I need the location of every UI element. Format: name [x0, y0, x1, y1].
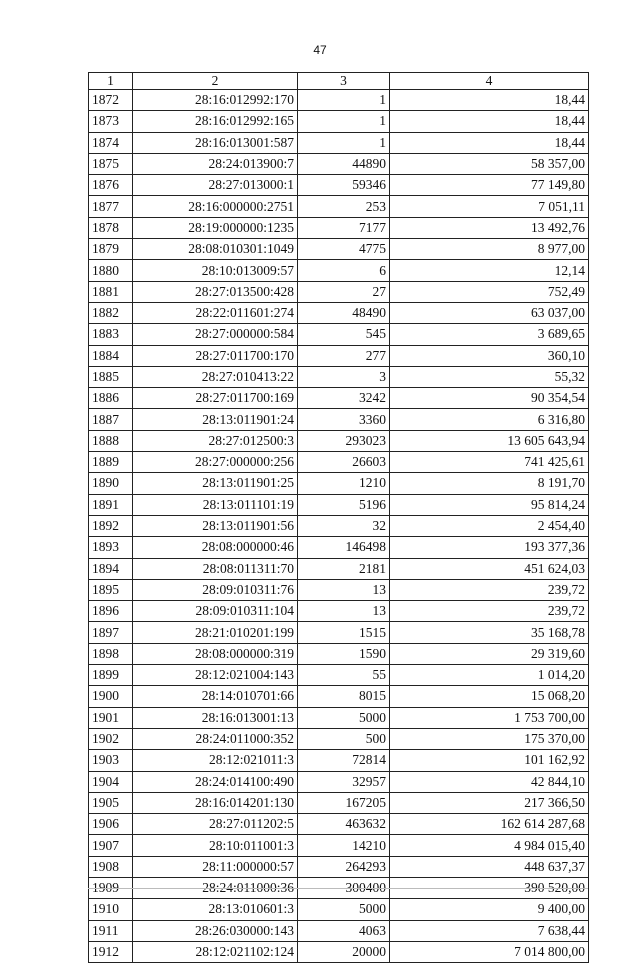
- value-cell: 8 191,70: [390, 473, 589, 494]
- quantity-cell: 300400: [298, 877, 390, 898]
- cadastral-number-cell: 28:27:000000:584: [133, 324, 298, 345]
- quantity-cell: 1590: [298, 643, 390, 664]
- cadastral-number-cell: 28:08:000000:319: [133, 643, 298, 664]
- row-number-cell: 1881: [89, 281, 133, 302]
- table-row: [89, 366, 589, 387]
- table-row: [89, 452, 589, 473]
- quantity-cell: 32: [298, 515, 390, 536]
- quantity-cell: 1: [298, 111, 390, 132]
- value-cell: 1 014,20: [390, 665, 589, 686]
- quantity-cell: 14210: [298, 835, 390, 856]
- cadastral-number-cell: 28:14:010701:66: [133, 686, 298, 707]
- row-number-cell: 1890: [89, 473, 133, 494]
- value-cell: 1 753 700,00: [390, 707, 589, 728]
- table-row: [89, 643, 589, 664]
- value-cell: 42 844,10: [390, 771, 589, 792]
- table-row: [89, 473, 589, 494]
- table-row: [89, 345, 589, 366]
- quantity-cell: 5000: [298, 899, 390, 920]
- cadastral-number-cell: 28:12:021102:124: [133, 941, 298, 962]
- cadastral-number-cell: 28:27:013500:428: [133, 281, 298, 302]
- table-row: [89, 132, 589, 153]
- row-number-cell: 1876: [89, 175, 133, 196]
- bottom-rule: [88, 888, 588, 889]
- value-cell: 239,72: [390, 579, 589, 600]
- quantity-cell: 72814: [298, 750, 390, 771]
- value-cell: 360,10: [390, 345, 589, 366]
- cadastral-number-cell: 28:24:011000:36: [133, 877, 298, 898]
- table-row: [89, 728, 589, 749]
- row-number-cell: 1892: [89, 515, 133, 536]
- table-row: [89, 579, 589, 600]
- row-number-cell: 1891: [89, 494, 133, 515]
- quantity-cell: 1: [298, 90, 390, 111]
- cadastral-number-cell: 28:13:010601:3: [133, 899, 298, 920]
- value-cell: 7 051,11: [390, 196, 589, 217]
- cadastral-number-cell: 28:12:021011:3: [133, 750, 298, 771]
- table-row: [89, 260, 589, 281]
- value-cell: 175 370,00: [390, 728, 589, 749]
- row-number-cell: 1906: [89, 814, 133, 835]
- value-cell: 13 605 643,94: [390, 430, 589, 451]
- row-number-cell: 1873: [89, 111, 133, 132]
- cadastral-number-cell: 28:22:011601:274: [133, 302, 298, 323]
- cadastral-number-cell: 28:10:011001:3: [133, 835, 298, 856]
- row-number-cell: 1910: [89, 899, 133, 920]
- row-number-cell: 1902: [89, 728, 133, 749]
- quantity-cell: 13: [298, 579, 390, 600]
- quantity-cell: 277: [298, 345, 390, 366]
- value-cell: 29 319,60: [390, 643, 589, 664]
- table-row: [89, 665, 589, 686]
- quantity-cell: 27: [298, 281, 390, 302]
- table-row: [89, 835, 589, 856]
- value-cell: 101 162,92: [390, 750, 589, 771]
- value-cell: 3 689,65: [390, 324, 589, 345]
- table-row: [89, 941, 589, 962]
- value-cell: 7 014 800,00: [390, 941, 589, 962]
- table-row: [89, 707, 589, 728]
- cadastral-number-cell: 28:16:014201:130: [133, 792, 298, 813]
- row-number-cell: 1888: [89, 430, 133, 451]
- value-cell: 18,44: [390, 132, 589, 153]
- value-cell: 15 068,20: [390, 686, 589, 707]
- table-row: [89, 430, 589, 451]
- value-cell: 6 316,80: [390, 409, 589, 430]
- quantity-cell: 48490: [298, 302, 390, 323]
- quantity-cell: 253: [298, 196, 390, 217]
- row-number-cell: 1911: [89, 920, 133, 941]
- table-row: [89, 239, 589, 260]
- quantity-cell: 545: [298, 324, 390, 345]
- quantity-cell: 463632: [298, 814, 390, 835]
- value-cell: 448 637,37: [390, 856, 589, 877]
- quantity-cell: 264293: [298, 856, 390, 877]
- quantity-cell: 3360: [298, 409, 390, 430]
- cadastral-number-cell: 28:08:010301:1049: [133, 239, 298, 260]
- row-number-cell: 1899: [89, 665, 133, 686]
- quantity-cell: 3242: [298, 388, 390, 409]
- value-cell: 12,14: [390, 260, 589, 281]
- value-cell: 58 357,00: [390, 153, 589, 174]
- table-row: [89, 515, 589, 536]
- quantity-cell: 6: [298, 260, 390, 281]
- quantity-cell: 293023: [298, 430, 390, 451]
- table-row: [89, 90, 589, 111]
- quantity-cell: 5196: [298, 494, 390, 515]
- row-number-cell: 1877: [89, 196, 133, 217]
- table-row: [89, 686, 589, 707]
- cadastral-number-cell: 28:09:010311:104: [133, 601, 298, 622]
- table-row: [89, 899, 589, 920]
- quantity-cell: 8015: [298, 686, 390, 707]
- quantity-cell: 44890: [298, 153, 390, 174]
- cadastral-number-cell: 28:27:013000:1: [133, 175, 298, 196]
- cadastral-number-cell: 28:13:011901:24: [133, 409, 298, 430]
- row-number-cell: 1894: [89, 558, 133, 579]
- cadastral-number-cell: 28:16:012992:165: [133, 111, 298, 132]
- row-number-cell: 1912: [89, 941, 133, 962]
- value-cell: 55,32: [390, 366, 589, 387]
- value-cell: 8 977,00: [390, 239, 589, 260]
- table-row: [89, 558, 589, 579]
- cadastral-number-cell: 28:16:013001:13: [133, 707, 298, 728]
- table-row: [89, 324, 589, 345]
- cadastral-number-cell: 28:13:011101:19: [133, 494, 298, 515]
- quantity-cell: 4063: [298, 920, 390, 941]
- quantity-cell: 55: [298, 665, 390, 686]
- table-row: [89, 750, 589, 771]
- row-number-cell: 1905: [89, 792, 133, 813]
- value-cell: 4 984 015,40: [390, 835, 589, 856]
- cadastral-number-cell: 28:13:011901:56: [133, 515, 298, 536]
- table-row: [89, 302, 589, 323]
- cadastral-number-cell: 28:24:014100:490: [133, 771, 298, 792]
- registry-table: [88, 72, 589, 963]
- row-number-cell: 1886: [89, 388, 133, 409]
- row-number-cell: 1909: [89, 877, 133, 898]
- table-body: [89, 90, 589, 963]
- value-cell: 95 814,24: [390, 494, 589, 515]
- cadastral-number-cell: 28:09:010311:76: [133, 579, 298, 600]
- cadastral-number-cell: 28:27:011700:170: [133, 345, 298, 366]
- cadastral-number-cell: 28:16:000000:2751: [133, 196, 298, 217]
- value-cell: 162 614 287,68: [390, 814, 589, 835]
- table-row: [89, 814, 589, 835]
- row-number-cell: 1880: [89, 260, 133, 281]
- row-number-cell: 1901: [89, 707, 133, 728]
- value-cell: 13 492,76: [390, 217, 589, 238]
- value-cell: 2 454,40: [390, 515, 589, 536]
- row-number-cell: 1878: [89, 217, 133, 238]
- cadastral-number-cell: 28:24:013900:7: [133, 153, 298, 174]
- cadastral-number-cell: 28:24:011000:352: [133, 728, 298, 749]
- row-number-cell: 1879: [89, 239, 133, 260]
- quantity-cell: 4775: [298, 239, 390, 260]
- cadastral-number-cell: 28:13:011901:25: [133, 473, 298, 494]
- row-number-cell: 1874: [89, 132, 133, 153]
- quantity-cell: 167205: [298, 792, 390, 813]
- quantity-cell: 146498: [298, 537, 390, 558]
- row-number-cell: 1885: [89, 366, 133, 387]
- row-number-cell: 1872: [89, 90, 133, 111]
- table-row: [89, 388, 589, 409]
- row-number-cell: 1897: [89, 622, 133, 643]
- value-cell: 741 425,61: [390, 452, 589, 473]
- cadastral-number-cell: 28:12:021004:143: [133, 665, 298, 686]
- table-row: [89, 856, 589, 877]
- row-number-cell: 1900: [89, 686, 133, 707]
- page-number: 47: [313, 43, 327, 57]
- quantity-cell: 59346: [298, 175, 390, 196]
- value-cell: 63 037,00: [390, 302, 589, 323]
- value-cell: 193 377,36: [390, 537, 589, 558]
- table-row: [89, 920, 589, 941]
- row-number-cell: 1895: [89, 579, 133, 600]
- row-number-cell: 1908: [89, 856, 133, 877]
- row-number-cell: 1884: [89, 345, 133, 366]
- table-row: [89, 153, 589, 174]
- header-row: [89, 73, 589, 90]
- row-number-cell: 1904: [89, 771, 133, 792]
- column-header-quantity: 3: [298, 73, 390, 90]
- row-number-cell: 1907: [89, 835, 133, 856]
- cadastral-number-cell: 28:11:000000:57: [133, 856, 298, 877]
- quantity-cell: 500: [298, 728, 390, 749]
- quantity-cell: 2181: [298, 558, 390, 579]
- value-cell: 77 149,80: [390, 175, 589, 196]
- row-number-cell: 1893: [89, 537, 133, 558]
- value-cell: 752,49: [390, 281, 589, 302]
- cadastral-number-cell: 28:27:010413:22: [133, 366, 298, 387]
- row-number-cell: 1875: [89, 153, 133, 174]
- value-cell: 239,72: [390, 601, 589, 622]
- value-cell: 7 638,44: [390, 920, 589, 941]
- table-row: [89, 537, 589, 558]
- table-row: [89, 494, 589, 515]
- row-number-cell: 1883: [89, 324, 133, 345]
- cadastral-number-cell: 28:19:000000:1235: [133, 217, 298, 238]
- quantity-cell: 7177: [298, 217, 390, 238]
- row-number-cell: 1882: [89, 302, 133, 323]
- quantity-cell: 13: [298, 601, 390, 622]
- column-header-number: 1: [89, 73, 133, 90]
- row-number-cell: 1896: [89, 601, 133, 622]
- table-row: [89, 601, 589, 622]
- table-row: [89, 771, 589, 792]
- value-cell: 18,44: [390, 111, 589, 132]
- value-cell: 390 520,00: [390, 877, 589, 898]
- quantity-cell: 3: [298, 366, 390, 387]
- table-row: [89, 217, 589, 238]
- quantity-cell: 1: [298, 132, 390, 153]
- quantity-cell: 20000: [298, 941, 390, 962]
- table-row: [89, 622, 589, 643]
- value-cell: 217 366,50: [390, 792, 589, 813]
- value-cell: 90 354,54: [390, 388, 589, 409]
- row-number-cell: 1903: [89, 750, 133, 771]
- table-row: [89, 409, 589, 430]
- cadastral-number-cell: 28:27:011202:5: [133, 814, 298, 835]
- cadastral-number-cell: 28:26:030000:143: [133, 920, 298, 941]
- quantity-cell: 1515: [298, 622, 390, 643]
- table-row: [89, 111, 589, 132]
- row-number-cell: 1898: [89, 643, 133, 664]
- quantity-cell: 1210: [298, 473, 390, 494]
- quantity-cell: 5000: [298, 707, 390, 728]
- cadastral-number-cell: 28:27:012500:3: [133, 430, 298, 451]
- cadastral-number-cell: 28:27:000000:256: [133, 452, 298, 473]
- row-number-cell: 1887: [89, 409, 133, 430]
- quantity-cell: 26603: [298, 452, 390, 473]
- cadastral-number-cell: 28:08:011311:70: [133, 558, 298, 579]
- quantity-cell: 32957: [298, 771, 390, 792]
- column-header-code: 2: [133, 73, 298, 90]
- cadastral-number-cell: 28:21:010201:199: [133, 622, 298, 643]
- cadastral-number-cell: 28:10:013009:57: [133, 260, 298, 281]
- table-row: [89, 281, 589, 302]
- table-row: [89, 196, 589, 217]
- cadastral-number-cell: 28:08:000000:46: [133, 537, 298, 558]
- table-row: [89, 792, 589, 813]
- cadastral-number-cell: 28:27:011700:169: [133, 388, 298, 409]
- row-number-cell: 1889: [89, 452, 133, 473]
- column-header-value: 4: [390, 73, 589, 90]
- value-cell: 18,44: [390, 90, 589, 111]
- cadastral-number-cell: 28:16:013001:587: [133, 132, 298, 153]
- value-cell: 451 624,03: [390, 558, 589, 579]
- cadastral-number-cell: 28:16:012992:170: [133, 90, 298, 111]
- table-row: [89, 175, 589, 196]
- value-cell: 35 168,78: [390, 622, 589, 643]
- value-cell: 9 400,00: [390, 899, 589, 920]
